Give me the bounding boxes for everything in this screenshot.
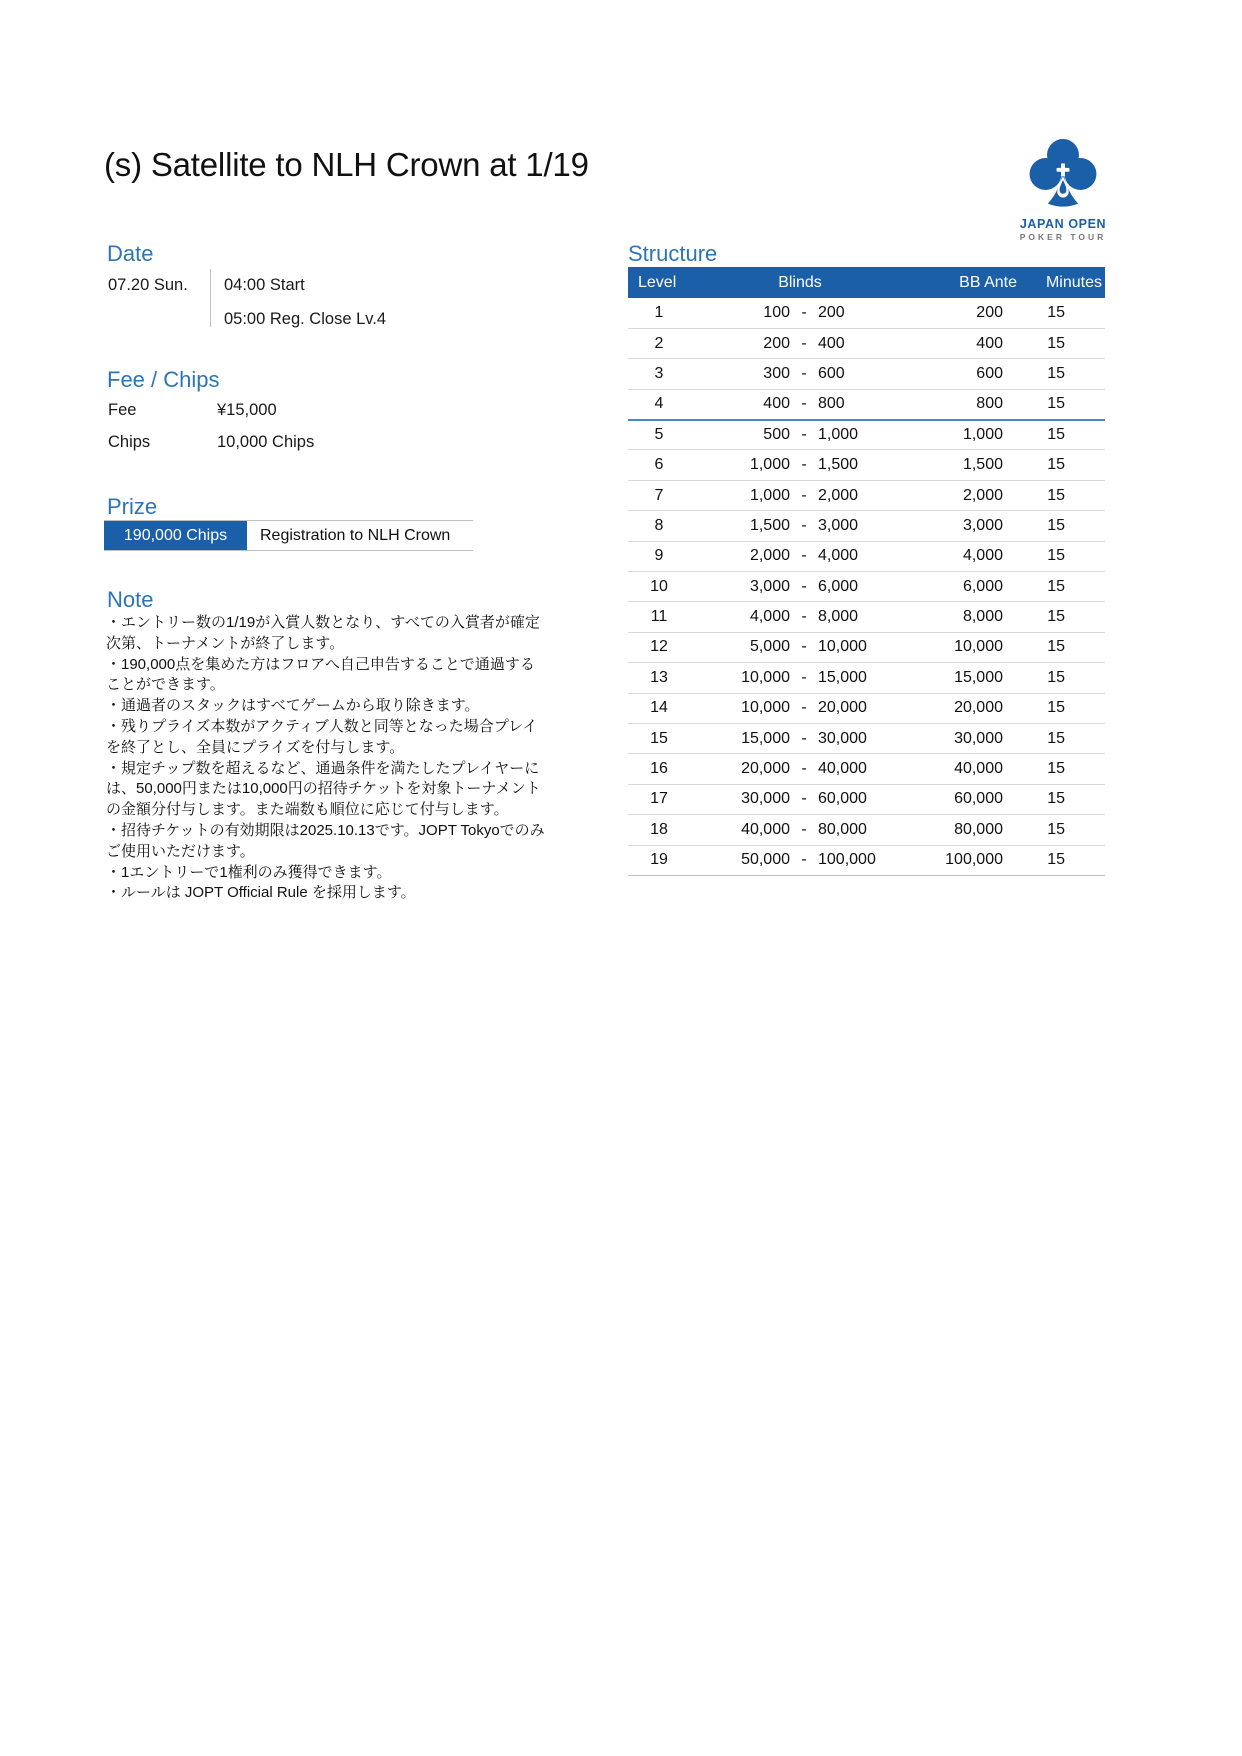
table-row — [628, 663, 1105, 693]
small-blind: 400 — [763, 395, 790, 413]
col-header-blinds: Blinds — [690, 267, 910, 298]
bb-ante-cell: 80,000 — [910, 815, 1025, 845]
table-row — [628, 754, 1105, 784]
blinds-separator: - — [801, 364, 807, 382]
minutes-cell: 15 — [1025, 693, 1105, 723]
table-row — [628, 572, 1105, 602]
bb-ante-cell: 400 — [910, 328, 1025, 358]
level-cell: 10 — [628, 572, 690, 602]
start-time: 04:00 Start — [224, 276, 305, 294]
minutes-cell: 15 — [1025, 359, 1105, 389]
blinds-cell — [690, 815, 910, 845]
structure-table — [628, 267, 1105, 876]
minutes-cell: 15 — [1025, 511, 1105, 541]
minutes-cell: 15 — [1025, 723, 1105, 753]
blinds-separator: - — [801, 608, 807, 626]
bb-ante-cell: 8,000 — [910, 602, 1025, 632]
note-list — [106, 613, 547, 904]
date-times — [224, 276, 386, 329]
reg-close-time: 05:00 Reg. Close Lv.4 — [224, 310, 387, 328]
blinds-separator: - — [801, 729, 807, 747]
blinds-cell — [690, 784, 910, 814]
level-cell: 6 — [628, 450, 690, 480]
page-title: (s) Satellite to NLH Crown at 1/19 — [104, 146, 589, 183]
level-cell: 11 — [628, 602, 690, 632]
minutes-cell: 15 — [1025, 815, 1105, 845]
big-blind: 15,000 — [818, 668, 867, 686]
big-blind: 100,000 — [818, 851, 876, 869]
note-item: ・エントリー数の1/19が入賞人数となり、すべての入賞者が確定次第、トーナメントが終了します。 — [106, 614, 540, 652]
big-blind: 1,500 — [818, 456, 859, 474]
big-blind: 8,000 — [818, 608, 859, 626]
small-blind: 100 — [763, 303, 790, 321]
blinds-cell — [690, 663, 910, 693]
table-row — [628, 815, 1105, 845]
bb-ante-cell: 6,000 — [910, 572, 1025, 602]
table-row — [628, 450, 1105, 480]
table-row — [628, 632, 1105, 662]
logo-subtitle: POKER TOUR — [1019, 232, 1107, 242]
blinds-separator: - — [801, 577, 807, 595]
big-blind: 60,000 — [818, 790, 867, 808]
level-cell: 15 — [628, 723, 690, 753]
blinds-separator: - — [801, 303, 807, 321]
blinds-cell — [690, 450, 910, 480]
big-blind: 3,000 — [818, 516, 859, 534]
blinds-separator: - — [801, 456, 807, 474]
minutes-cell: 15 — [1025, 541, 1105, 571]
big-blind: 1,000 — [818, 426, 859, 443]
small-blind: 50,000 — [741, 851, 790, 869]
minutes-cell: 15 — [1025, 572, 1105, 602]
minutes-cell: 15 — [1025, 632, 1105, 662]
big-blind: 200 — [818, 303, 845, 321]
level-cell: 14 — [628, 693, 690, 723]
jopt-logo — [1016, 134, 1110, 242]
note-item: ・190,000点を集めた方はフロアへ自己申告することで通過することができます。 — [106, 655, 535, 694]
big-blind: 800 — [818, 395, 845, 413]
table-row — [628, 693, 1105, 723]
fee-value: ¥15,000 — [217, 401, 277, 419]
club-icon — [1016, 134, 1110, 214]
small-blind: 20,000 — [741, 760, 790, 778]
bb-ante-cell: 15,000 — [910, 663, 1025, 693]
bb-ante-cell: 3,000 — [910, 511, 1025, 541]
col-header-bb-ante: BB Ante — [910, 267, 1025, 298]
prize-row — [104, 520, 473, 551]
blinds-separator: - — [801, 790, 807, 808]
small-blind: 1,500 — [749, 516, 790, 534]
minutes-cell: 15 — [1025, 480, 1105, 510]
small-blind: 200 — [763, 334, 790, 352]
blinds-cell — [690, 511, 910, 541]
table-row — [628, 511, 1105, 541]
prize-description: Registration to NLH Crown — [260, 526, 451, 544]
blinds-separator: - — [801, 486, 807, 504]
big-blind: 6,000 — [818, 577, 859, 595]
minutes-cell: 15 — [1025, 420, 1105, 450]
small-blind: 40,000 — [741, 820, 790, 838]
blinds-cell — [690, 359, 910, 389]
col-header-level: Level — [628, 267, 690, 298]
small-blind: 10,000 — [741, 668, 790, 686]
level-cell: 17 — [628, 784, 690, 814]
blinds-separator: - — [801, 668, 807, 686]
small-blind: 2,000 — [749, 547, 790, 565]
blinds-cell — [690, 693, 910, 723]
structure-heading: Structure — [628, 241, 718, 266]
big-blind: 4,000 — [818, 547, 859, 565]
blinds-separator: - — [801, 334, 807, 352]
bb-ante-cell: 1,500 — [910, 450, 1025, 480]
level-cell: 3 — [628, 359, 690, 389]
note-heading: Note — [107, 587, 154, 612]
blinds-cell — [690, 723, 910, 753]
small-blind: 15,000 — [741, 729, 790, 747]
bb-ante-cell: 2,000 — [910, 480, 1025, 510]
level-cell: 4 — [628, 389, 690, 419]
table-row — [628, 420, 1105, 450]
big-blind: 400 — [818, 334, 845, 352]
bb-ante-cell: 800 — [910, 389, 1025, 419]
big-blind: 10,000 — [818, 638, 867, 656]
blinds-separator: - — [801, 426, 807, 443]
note-item: ・規定チップ数を超えるなど、通過条件を満たしたプレイヤーには、50,000円または10,000円の招待チケットを対象トーナメントの金額分付与します。また端数も順位に応じて付与します。 — [106, 759, 541, 819]
bb-ante-cell: 100,000 — [910, 845, 1025, 875]
blinds-separator: - — [801, 820, 807, 838]
level-cell: 12 — [628, 632, 690, 662]
bb-ante-cell: 4,000 — [910, 541, 1025, 571]
table-row — [628, 541, 1105, 571]
blinds-cell — [690, 480, 910, 510]
level-cell: 8 — [628, 511, 690, 541]
minutes-cell: 15 — [1025, 389, 1105, 419]
small-blind: 1,000 — [749, 456, 790, 474]
minutes-cell: 15 — [1025, 450, 1105, 480]
bb-ante-cell: 40,000 — [910, 754, 1025, 784]
minutes-cell: 15 — [1025, 663, 1105, 693]
bb-ante-cell: 1,000 — [910, 420, 1025, 450]
col-header-minutes: Minutes — [1025, 267, 1105, 298]
bb-ante-cell: 10,000 — [910, 632, 1025, 662]
blinds-cell — [690, 632, 910, 662]
blinds-cell — [690, 298, 910, 328]
blinds-separator: - — [801, 395, 807, 413]
small-blind: 30,000 — [741, 790, 790, 808]
bb-ante-cell: 20,000 — [910, 693, 1025, 723]
table-row — [628, 602, 1105, 632]
table-row — [628, 723, 1105, 753]
minutes-cell: 15 — [1025, 784, 1105, 814]
big-blind: 2,000 — [818, 486, 859, 504]
big-blind: 40,000 — [818, 760, 867, 778]
level-cell: 13 — [628, 663, 690, 693]
bb-ante-cell: 30,000 — [910, 723, 1025, 753]
level-cell: 16 — [628, 754, 690, 784]
small-blind: 500 — [763, 426, 790, 443]
table-row — [628, 389, 1105, 419]
table-row — [628, 298, 1105, 328]
big-blind: 30,000 — [818, 729, 867, 747]
chips-label: Chips — [108, 433, 151, 451]
note-item: ・招待チケットの有効期限は2025.10.13です。JOPT Tokyoでのみご使用いただけます。 — [106, 821, 545, 860]
note-item: ・残りプライズ本数がアクティブ人数と同等となった場合プレイを終了とし、全員にプライズを付与します。 — [106, 717, 538, 756]
minutes-cell: 15 — [1025, 328, 1105, 358]
note-item: ・通過者のスタックはすべてゲームから取り除きます。 — [106, 697, 480, 715]
blinds-separator: - — [801, 699, 807, 717]
blinds-cell — [690, 572, 910, 602]
bb-ante-cell: 60,000 — [910, 784, 1025, 814]
bb-ante-cell: 200 — [910, 298, 1025, 328]
table-row — [628, 480, 1105, 510]
fee-chips-heading: Fee / Chips — [107, 367, 220, 392]
bb-ante-cell: 600 — [910, 359, 1025, 389]
minutes-cell: 15 — [1025, 298, 1105, 328]
level-cell: 19 — [628, 845, 690, 875]
small-blind: 4,000 — [749, 608, 790, 626]
level-cell: 9 — [628, 541, 690, 571]
blinds-separator: - — [801, 547, 807, 565]
minutes-cell: 15 — [1025, 602, 1105, 632]
table-row — [628, 845, 1105, 875]
small-blind: 3,000 — [749, 577, 790, 595]
blinds-cell — [690, 541, 910, 571]
blinds-cell — [690, 420, 910, 450]
blinds-separator: - — [801, 638, 807, 656]
small-blind: 5,000 — [749, 638, 790, 656]
small-blind: 10,000 — [741, 699, 790, 717]
structure-table-body — [628, 298, 1105, 875]
minutes-cell: 15 — [1025, 754, 1105, 784]
big-blind: 20,000 — [818, 699, 867, 717]
small-blind: 1,000 — [749, 486, 790, 504]
logo-title: JAPAN OPEN — [1019, 217, 1107, 231]
level-cell: 1 — [628, 298, 690, 328]
blinds-cell — [690, 389, 910, 419]
date-day: 07.20 Sun. — [108, 276, 188, 294]
chips-value: 10,000 Chips — [217, 433, 315, 451]
level-cell: 18 — [628, 815, 690, 845]
level-cell: 2 — [628, 328, 690, 358]
blinds-cell — [690, 328, 910, 358]
note-item: ・ルールは JOPT Official Rule を採用します。 — [106, 884, 416, 902]
level-cell: 7 — [628, 480, 690, 510]
blinds-cell — [690, 754, 910, 784]
prize-chips-badge: 190,000 Chips — [104, 521, 247, 550]
note-item: ・1エントリーで1権利のみ獲得できます。 — [106, 863, 392, 881]
minutes-cell: 15 — [1025, 845, 1105, 875]
blinds-cell — [690, 845, 910, 875]
small-blind: 300 — [763, 364, 790, 382]
big-blind: 80,000 — [818, 820, 867, 838]
date-divider — [210, 269, 211, 327]
big-blind: 600 — [818, 364, 845, 382]
blinds-separator: - — [801, 760, 807, 778]
fee-label: Fee — [108, 401, 137, 419]
table-row — [628, 359, 1105, 389]
blinds-cell — [690, 602, 910, 632]
table-header-row — [628, 267, 1105, 298]
date-heading: Date — [107, 241, 154, 266]
level-cell: 5 — [628, 420, 690, 450]
prize-heading: Prize — [107, 494, 158, 519]
table-row — [628, 784, 1105, 814]
blinds-separator: - — [801, 851, 807, 869]
blinds-separator: - — [801, 516, 807, 534]
table-row — [628, 328, 1105, 358]
